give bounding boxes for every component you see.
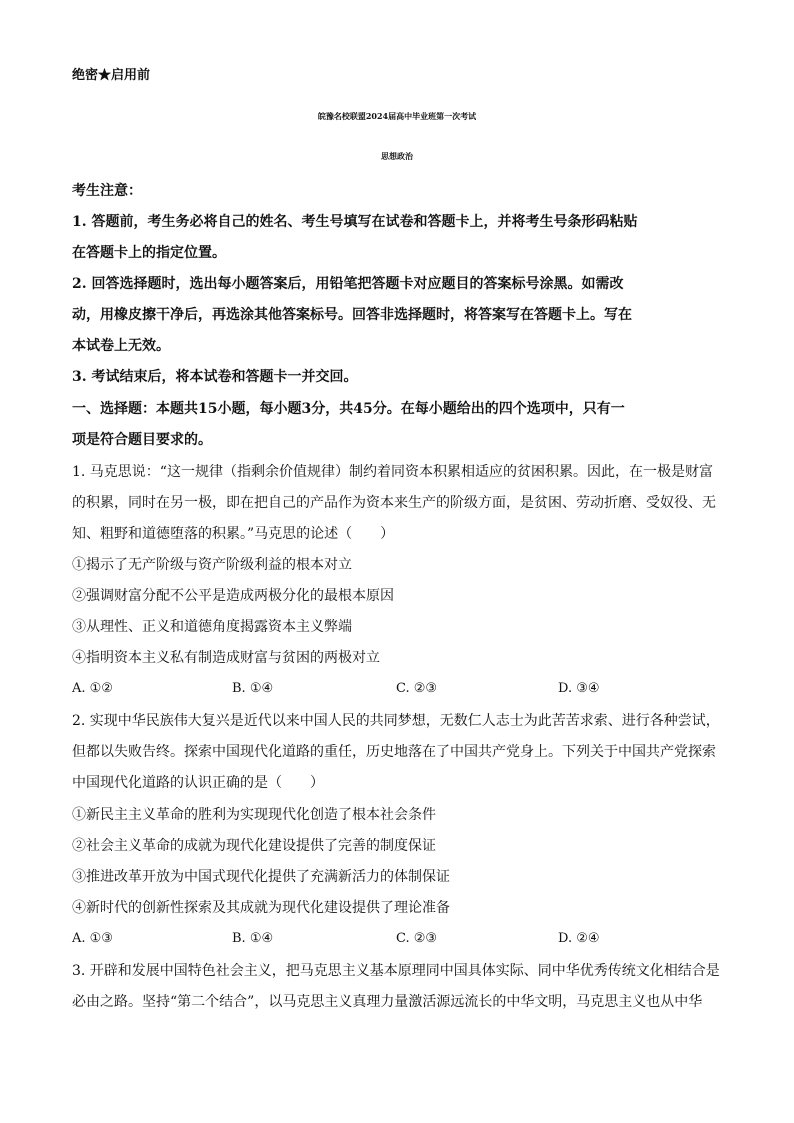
subject-title: 思想政治 [381, 151, 413, 161]
question-2-option-a: A. ①③ [72, 931, 113, 946]
question-2-item: ④新时代的创新性探索及其成就为现代化建设提供了理论准备 [72, 900, 450, 916]
question-1-option-b: B. ①④ [232, 681, 274, 696]
question-1-item: ④指明资本主义私有制造成财富与贫困的两极对立 [72, 650, 380, 666]
note-line: 1. 答题前，考生务必将自己的姓名、考生号填写在试卷和答题卡上，并将考生号条形码粘贴 [72, 214, 638, 230]
question-1-option-a: A. ①② [72, 681, 113, 696]
section-heading: 项是符合题目要求的。 [72, 432, 212, 448]
note-line: 本试卷上无效。 [72, 338, 170, 354]
question-1-option-c: C. ②③ [396, 681, 438, 696]
question-2-item: ②社会主义革命的成就为现代化建设提供了完善的制度保证 [72, 838, 436, 854]
section-heading: 一、选择题：本题共15小题，每小题3分，共45分。在每小题给出的四个选项中，只有一 [72, 401, 625, 417]
question-2-item: ③推进改革开放为中国式现代化提供了充满新活力的体制保证 [72, 869, 450, 885]
question-2-option-d: D. ②④ [558, 931, 600, 946]
question-2-option-c: C. ②③ [396, 931, 438, 946]
confidential-mark: 绝密★启用前 [72, 68, 151, 83]
exam-title: 皖豫名校联盟2024届高中毕业班第一次考试 [317, 111, 477, 121]
question-1-option-d: D. ③④ [558, 681, 600, 696]
question-2-stem: 中国现代化道路的认识正确的是（ ） [72, 775, 324, 791]
question-1-item: ②强调财富分配不公平是造成两极分化的最根本原因 [72, 588, 394, 604]
note-line: 3. 考试结束后，将本试卷和答题卡一并交回。 [72, 369, 358, 385]
note-line: 在答题卡上的指定位置。 [72, 245, 226, 261]
question-1-stem: 1. 马克思说：“这一规律（指剩余价值规律）制约着同资本积累相适应的贫困积累。因此，在一极是财富 [72, 464, 713, 480]
note-line: 2. 回答选择题时，选出每小题答案后，用铅笔把答题卡对应题目的答案标号涂黑。如需改 [72, 276, 624, 292]
question-2-stem: 但都以失败告终。探索中国现代化道路的重任，历史地落在了中国共产党身上。下列关于中国共产党探索 [72, 744, 716, 760]
question-1-stem: 的积累，同时在另一极，即在把自己的产品作为资本来生产的阶级方面，是贫困、劳动折磨、受奴役、无 [72, 495, 716, 511]
question-1-stem: 知、粗野和道德堕落的积累。”马克思的论述（ ） [72, 526, 395, 542]
question-3-stem: 3. 开辟和发展中国特色社会主义，把马克思主义基本原理同中国具体实际、同中华优秀传统文化相结合是 [72, 963, 720, 979]
notes-heading: 考生注意： [72, 183, 142, 199]
question-2-item: ①新民主主义革命的胜利为实现现代化创造了根本社会条件 [72, 807, 436, 823]
question-2-option-b: B. ①④ [232, 931, 274, 946]
question-1-item: ①揭示了无产阶级与资产阶级利益的根本对立 [72, 557, 352, 573]
question-2-stem: 2. 实现中华民族伟大复兴是近代以来中国人民的共同梦想，无数仁人志士为此苦苦求索、进行各种尝试， [72, 713, 720, 729]
question-3-stem: 必由之路。坚持“第二个结合”，以马克思主义真理力量激活源远流长的中华文明，马克思主义也从中华 [72, 994, 703, 1010]
question-1-item: ③从理性、正义和道德角度揭露资本主义弊端 [72, 619, 352, 635]
note-line: 动，用橡皮擦干净后，再选涂其他答案标号。回答非选择题时，将答案写在答题卡上。写在 [72, 307, 632, 323]
